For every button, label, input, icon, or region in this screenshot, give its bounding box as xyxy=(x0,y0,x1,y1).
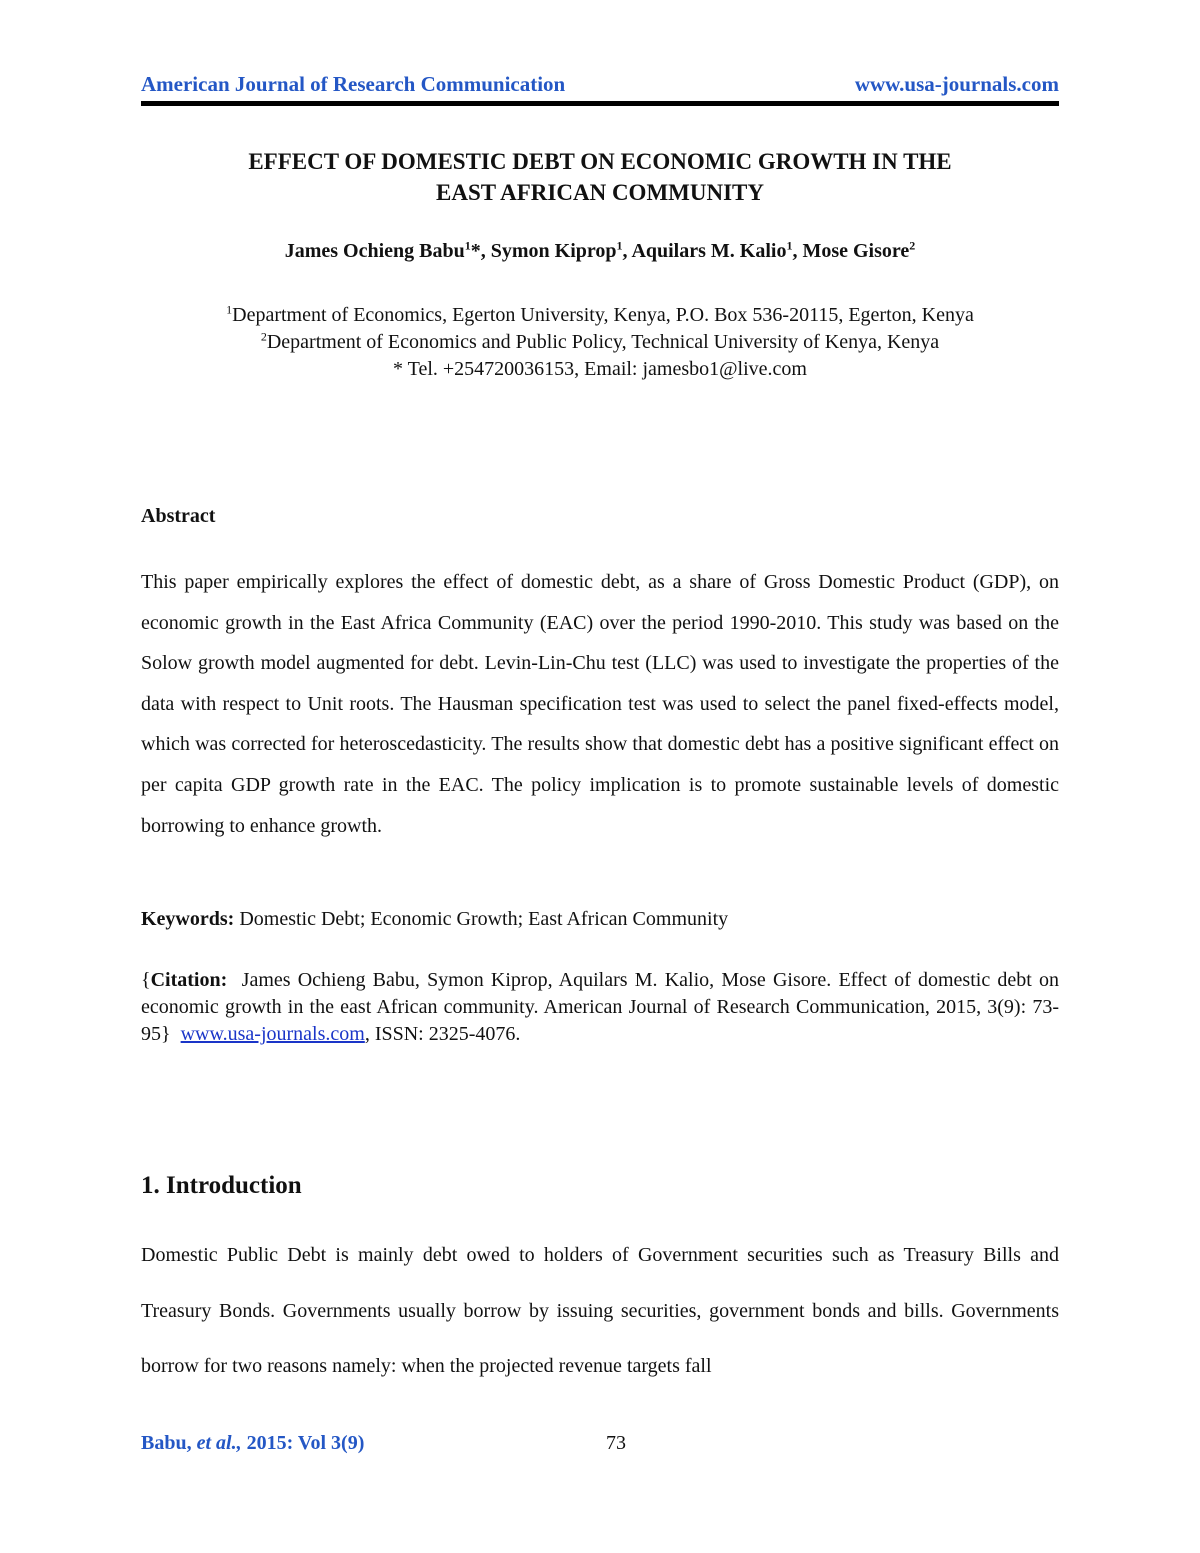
journal-name: American Journal of Research Communication xyxy=(141,72,566,96)
author-name: Aquilars M. Kalio xyxy=(631,240,787,262)
footer-author: Babu, xyxy=(141,1432,197,1454)
affiliation-text: Department of Economics and Public Policy, Technical University of Kenya, Kenya xyxy=(266,331,940,353)
affiliation-sup: 2 xyxy=(260,329,267,344)
affiliation-2 xyxy=(141,329,1059,356)
footer-volume: 2015: Vol 3(9) xyxy=(241,1432,365,1454)
author-name: Symon Kiprop xyxy=(490,240,617,262)
affiliation-sup: 1 xyxy=(226,302,233,317)
citation-issn: , ISSN: 2325-4076. xyxy=(364,1023,521,1045)
title-line-1: EFFECT OF DOMESTIC DEBT ON ECONOMIC GROWTH IN THE xyxy=(248,149,952,174)
affiliation-1 xyxy=(141,302,1059,329)
author-sup: 1 xyxy=(464,238,471,253)
footer-citation xyxy=(141,1432,364,1455)
author-sup: 1 xyxy=(786,238,793,253)
corresponding-mark: * xyxy=(470,240,481,262)
citation-text: James Ochieng Babu, Symon Kiprop, Aquilars M. Kalio, Mose Gisore. Effect of domestic debt on economic growth in the east African community. American Journal of Research Communication, 2015, 3(9): 73-95} xyxy=(141,969,1059,1045)
author-sup: 2 xyxy=(909,238,916,253)
affiliations xyxy=(141,302,1059,383)
abstract-heading: Abstract xyxy=(141,505,216,527)
keywords-text: Domestic Debt; Economic Growth; East African Community xyxy=(239,908,729,930)
title-line-2: EAST AFRICAN COMMUNITY xyxy=(436,180,764,205)
citation-brace: { xyxy=(141,969,151,991)
keywords xyxy=(141,908,1059,931)
author-list: James Ochieng Babu$^1$*, Symon Kiprop$^1$, Aquilars M. Kalio$^1$, Mose Gisore$^2$ xyxy=(284,238,916,262)
journal-url[interactable]: www.usa-journals.com xyxy=(854,72,1059,96)
citation xyxy=(141,967,1059,1048)
author-sup: 1 xyxy=(616,238,623,253)
footer-etal: et al., xyxy=(196,1432,242,1454)
header-rule xyxy=(141,101,1059,106)
author-name: Mose Gisore xyxy=(802,240,910,262)
author-name: James Ochieng Babu xyxy=(284,240,465,262)
running-header xyxy=(141,72,1059,102)
section-heading: 1. Introduction xyxy=(141,1172,302,1199)
citation-link[interactable]: www.usa-journals.com xyxy=(180,1023,365,1045)
page-number: 73 xyxy=(606,1432,626,1454)
citation-label: Citation: xyxy=(150,969,228,991)
introduction-text: Domestic Public Debt is mainly debt owed to holders of Government securities such as Treasury Bills and Treasury Bonds. Governments usually borrow by issuing securities, government bonds and bills. Governments borrow for two reasons namely: when the projected revenue targets fall xyxy=(141,1244,1059,1377)
affiliation-text: Department of Economics, Egerton University, Kenya, P.O. Box 536-20115, Egerton, Kenya xyxy=(232,304,974,326)
keywords-label: Keywords: xyxy=(141,908,235,930)
paper-title xyxy=(141,146,1059,208)
contact-info: * Tel. +254720036153, Email: jamesbo1@live.com xyxy=(393,358,807,380)
abstract-text: This paper empirically explores the effect of domestic debt, as a share of Gross Domestic Product (GDP), on economic growth in the East Africa Community (EAC) over the period 1990-2010. This study was based on the Solow growth model augmented for debt. Levin-Lin-Chu test (LLC) was used to investigate the properties of the data with respect to Unit roots. The Hausman specification test was used to select the panel fixed-effects model, which was corrected for heteroscedasticity. The results show that domestic debt has a positive significant effect on per capita GDP growth rate in the EAC. The policy implication is to promote sustainable levels of domestic borrowing to enhance growth. xyxy=(141,571,1059,837)
